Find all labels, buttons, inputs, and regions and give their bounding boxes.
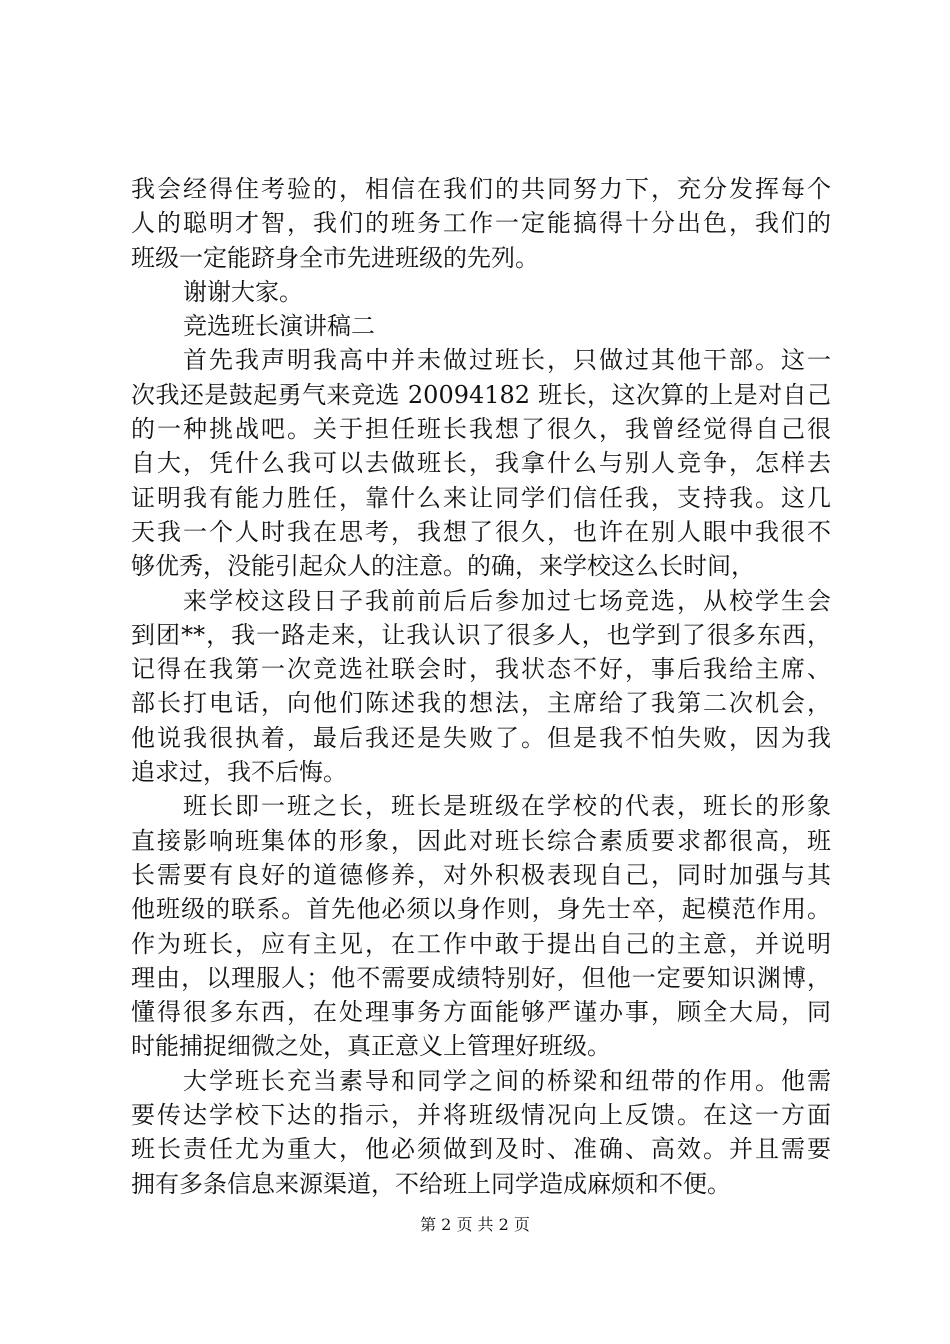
text-line: 班长责任尤为重大，他必须做到及时、准确、高效。并且需要: [131, 1135, 831, 1164]
text-line: 首先我声明我高中并未做过班长，只做过其他干部。这一: [183, 346, 831, 375]
text-line: 证明我有能力胜任，靠什么来让同学们信任我，支持我。这几: [131, 483, 831, 512]
text-line: 追求过，我不后悔。: [131, 758, 347, 787]
text-line: 作为班长，应有主见，在工作中敢于提出自己的主意，并说明: [131, 929, 831, 958]
page-footer: 第 2 页 共 2 页: [420, 1215, 530, 1234]
text-line: 懂得很多东西，在处理事务方面能够严谨办事，顾全大局，同: [131, 998, 831, 1027]
text-line: 他说我很执着，最后我还是失败了。但是我不怕失败，因为我: [131, 723, 831, 752]
text-line: 长需要有良好的道德修养，对外积极表现自己，同时加强与其: [131, 860, 831, 889]
text-line: 自大，凭什么我可以去做班长，我拿什么与别人竞争，怎样去: [131, 449, 831, 478]
closing-line: 谢谢大家。: [183, 277, 303, 306]
text-line: 记得在我第一次竞选社联会时，我状态不好，事后我给主席、: [131, 655, 831, 684]
text-line: 天我一个人时我在思考，我想了很久，也许在别人眼中我很不: [131, 517, 831, 546]
text-line: 他班级的联系。首先他必须以身作则，身先士卒，起模范作用。: [131, 895, 831, 924]
text-line: 班长即一班之长，班长是班级在学校的代表，班长的形象: [183, 792, 831, 821]
text-line: 到团**，我一路走来，让我认识了很多人，也学到了很多东西，: [131, 620, 831, 649]
text-line: 直接影响班集体的形象，因此对班长综合素质要求都很高，班: [131, 826, 831, 855]
text-line: 理由，以理服人；他不需要成绩特别好，但他一定要知识渊博，: [131, 963, 831, 992]
section-heading: 竞选班长演讲稿二: [183, 312, 375, 341]
text-line: 人的聪明才智，我们的班务工作一定能搞得十分出色，我们的: [131, 209, 831, 238]
text-line: 够优秀，没能引起众人的注意。的确，来学校这么长时间，: [131, 552, 755, 581]
text-line: 大学班长充当素导和同学之间的桥梁和纽带的作用。他需: [183, 1066, 831, 1095]
text-line: 我会经得住考验的，相信在我们的共同努力下，充分发挥每个: [131, 175, 831, 203]
text-line: 来学校这段日子我前前后后参加过七场竞选，从校学生会: [183, 586, 831, 615]
text-line: 拥有多条信息来源渠道，不给班上同学造成麻烦和不便。: [131, 1169, 731, 1198]
body-text: [131, 172, 831, 1201]
text-line: 要传达学校下达的指示，并将班级情况向上反馈。在这一方面: [131, 1101, 831, 1130]
text-line: 时能捕捉细微之处，真正意义上管理好班级。: [131, 1032, 611, 1061]
text-line: 班级一定能跻身全市先进班级的先列。: [131, 243, 539, 272]
text-line: 次我还是鼓起勇气来竞选 20094182 班长，这次算的上是对自己: [131, 380, 831, 409]
text-line: 的一种挑战吧。关于担任班长我想了很久，我曾经觉得自己很: [131, 415, 831, 444]
text-line: 部长打电话，向他们陈述我的想法，主席给了我第二次机会，: [131, 689, 831, 718]
